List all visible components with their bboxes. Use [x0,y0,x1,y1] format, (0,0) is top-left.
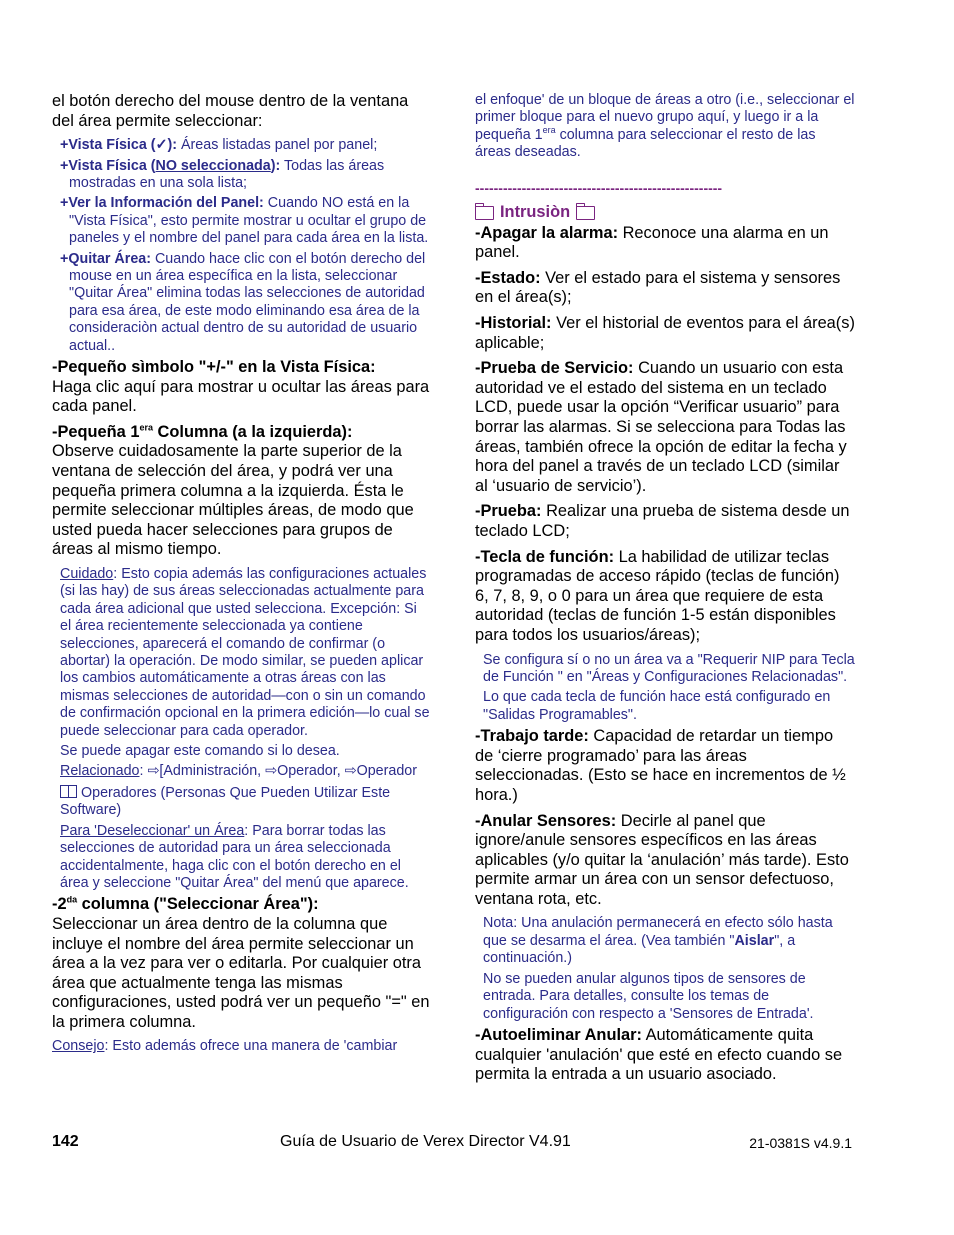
item-pequena-columna: -Pequeña $1^{era}$ Columna (a la izquierda): Observe cuidadosamente la parte superior de la ventana de selección del área, y podrá ver una pequeña primera columna a la izquierda. Ésta le permite seleccionar múltiples áreas, de modo que usted pueda hacer selecciones para grupos de áreas al mismo tiempo. [52,422,414,559]
note-deseleccionar: Para 'Deseleccionar' un Área: Para borrar todas las selecciones de autoridad para un área seleccionada accidentalmente, haga clic con el botón derecho en el área y seleccione "Quitar Área" del menú que aparece. [60,822,409,891]
item-historial: -Historial: Ver el historial de eventos para el área(s) aplicable; [475,314,855,352]
note-apagar: Se puede apagar este comando si lo desea. [60,743,340,760]
note-consejo: Consejo: Esto además ofrece una manera de 'cambiar [52,1038,398,1055]
note-salidas: Lo que cada tecla de función hace está configurado en "Salidas Programables". [483,689,831,723]
note-sensores-entrada: No se pueden anular algunos tipos de sensores de entrada. Para detalles, consulte los temas de configuración con respecto a 'Sensores de Entrada'. [483,970,814,1022]
bullet-ver-info-panel: +Ver la Información del Panel: Cuando NO está en la "Vista Física", esto permite mostrar u ocultar el grupo de paneles y el nombre del panel para cada área en la lista. [60,195,429,247]
folder-icon [475,206,494,220]
item-estado: -Estado: Ver el estado para el sistema y sensores en el área(s); [475,268,841,307]
item-prueba-servicio: -Prueba de Servicio: Cuando un usuario con esta autoridad ve el estado del sistema en un teclado LCD, puede usar la opción “Verificar usuario” para borrar las alarmas. Si se selecciona para Todas las áreas, también ofrece la opción de editar la fecha y hora del panel a través de un teclado LCD (similar al ‘usuario de servicio’). [475,359,847,495]
page-footer [52,1133,852,1153]
right-column [475,92,855,1091]
left-column [52,92,430,1059]
item-segunda-columna: $-2^{da}$ columna ("Seleccionar Área"): Seleccionar un área dentro de la columna que incluye el nombre del área permite seleccionar un área a la vez para ver o editarla. Por cualquier otra área que actualmente tenga las mismas configuraciones, usted podrá ver un pequeño "=" en la primera columna. [52,894,430,1031]
intro-paragraph: el botón derecho del mouse dentro de la ventana del área permite seleccionar: [52,92,409,130]
document-code: 21-0381S v4.9.1 [749,1135,852,1151]
item-trabajo-tarde: -Trabajo tarde: Capacidad de retardar un tiempo de ‘cierre programado’ para las áreas seleccionadas. (Esto se hace en incrementos de ½ hora.) [475,727,846,804]
note-relacionado: Relacionado: ⇨[Administración, ⇨Operador, ⇨Operador [60,763,418,780]
item-apagar-alarma: -Apagar la alarma: Reconoce una alarma en un panel. [475,223,829,262]
related-link[interactable]: Relacionado [60,763,140,780]
bullet-vista-fisica: +Vista Física (✓): Áreas listadas panel por panel; [60,137,378,154]
footer-title: Guía de Usuario de Verex Director V4.91 [280,1133,571,1150]
item-prueba: -Prueba: Realizar una prueba de sistema desde un teclado LCD; [475,502,850,540]
section-divider: ----------------------------------------------------- [475,179,723,196]
note-anulacion: Nota: Una anulación permanecerá en efecto sólo hasta que se desarma el área. (Vea también "Aislar", a continuación.) [483,915,833,967]
note-cuidado: Cuidado: Esto copia además las configuraciones actuales (si las hay) de sus áreas seleccionadas actualmente para cada área adicional que usted selecciona. Excepción: Si el área recientemente seleccionada ya contiene selecciones, aparecerá el comando de confirmar (o abortar) la operación. De modo similar, se pueden aplicar los cambios automáticamente a otras áreas con las mismas selecciones de autoridad—con o sin un comando de confirmación opcional en la primera edición—lo cual se puede seleccionar para cada operador. [60,566,430,739]
item-pequeno-simbolo: -Pequeño sìmbolo "+/-" en la Vista Física: Haga clic aquí para mostrar u ocultar las áreas para cada panel. [52,358,430,416]
book-icon [60,785,77,798]
bullet-quitar-area: +Quitar Área: Cuando hace clic con el botón derecho del mouse en un área específica en la lista, seleccionar "Quitar Área" elimina todas las selecciones de autoridad para esa área, de este modo eliminando esa área de la consideraciòn actual dentro de su autoridad de usuario actual.. [60,250,426,354]
note-requerir-nip: Se configura sí o no un área va a "Requerir NIP para Tecla de Función " en "Áreas y Configuraciones Relacionadas". [483,651,855,685]
page-number: 142 [52,1133,79,1150]
folder-icon [576,206,595,220]
note-consejo-continued: el enfoque' de un bloque de áreas a otro (i.e., seleccionar el primer bloque para el nuevo grupo aquí, y luego ir a la pequeña $1^{era}$ columna para seleccionar el resto de las áreas deseadas. [475,92,855,161]
note-operadores: Operadores (Personas Que Pueden Utilizar Este Software) [60,784,391,819]
item-tecla-funcion: -Tecla de función: La habilidad de utilizar teclas programadas de acceso rápido (teclas de función) 6, 7, 8, 9, o 0 para un área que requiere de esta autoridad (teclas de función 1-5 están disponibles para todos los usuarios/áreas); [475,547,840,644]
section-heading: Intrusiòn [475,202,855,222]
bullet-vista-fisica-no: +Vista Física (NO seleccionada): Todas las áreas mostradas en una sola lista; [60,157,385,191]
item-autoeliminar: -Autoeliminar Anular: Automáticamente quita cualquier 'anulación' que esté en efecto cuando se permita la entrada a un usuario asociado. [475,1025,843,1084]
item-anular-sensores: -Anular Sensores: Decirle al panel que ignore/anule sensores específicos en las áreas aplicables (y/o quitar la ‘anulación’ más tarde). Esto permite armar un área con un sensor defectuoso, ventana rota, etc. [475,811,849,908]
